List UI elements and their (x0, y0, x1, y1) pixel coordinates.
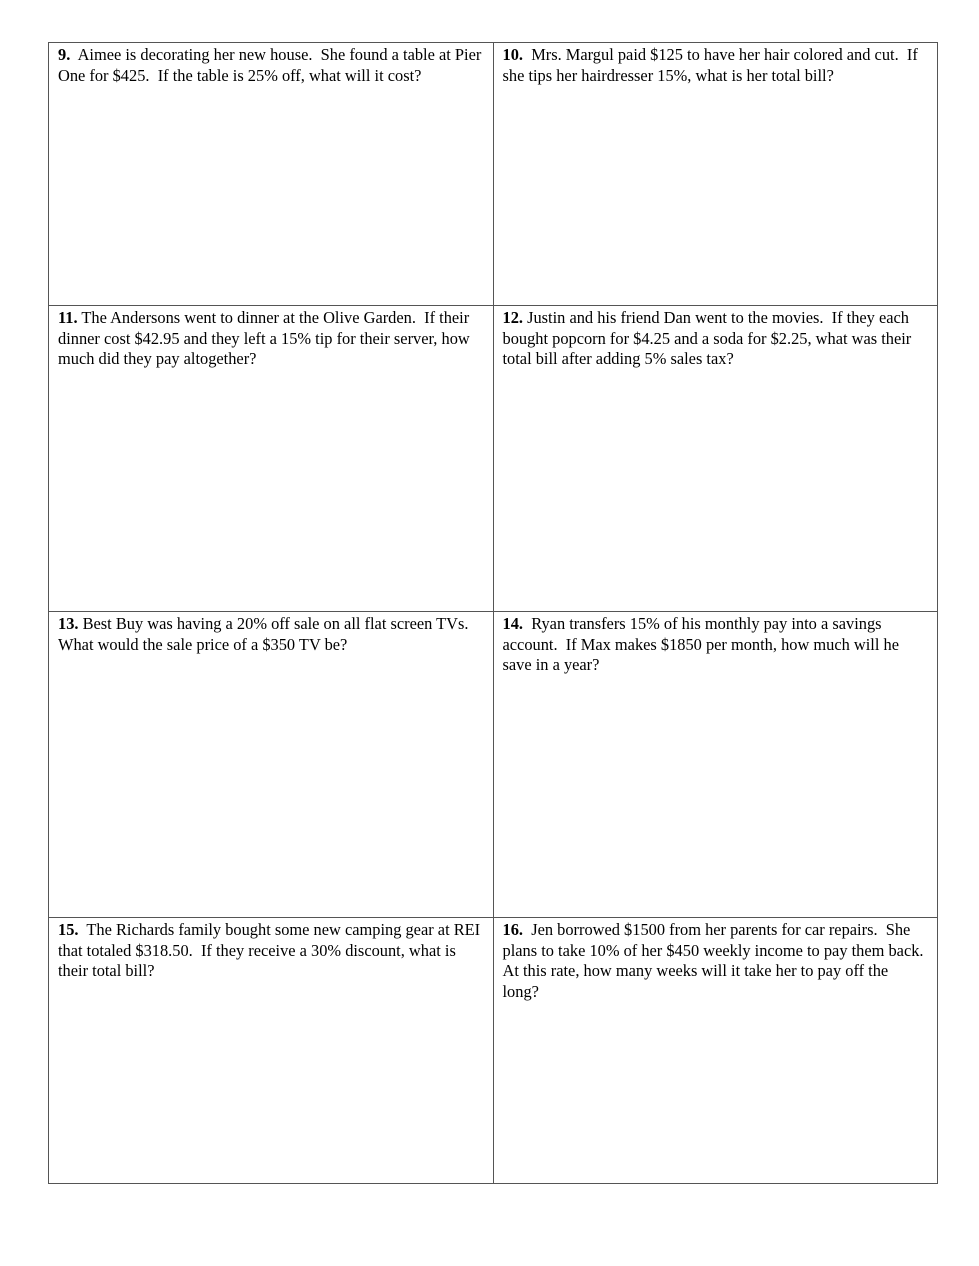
problem-number: 11. (58, 308, 78, 327)
problem-number: 14. (502, 614, 523, 633)
problem-cell-14 (493, 612, 938, 918)
problem-number: 12. (502, 308, 523, 327)
problem-cell-10 (493, 43, 938, 306)
problem-row (49, 306, 938, 612)
problem-text: Justin and his friend Dan went to the movies. If they each bought popcorn for $4.25 and a soda for $2.25, what was their total bill after adding 5% sales tax? (502, 308, 916, 368)
problem-number: 16. (502, 920, 523, 939)
problem-text: Best Buy was having a 20% off sale on all flat screen TVs. What would the sale price of a $350 TV be? (58, 614, 477, 654)
problem-cell-13 (49, 612, 494, 918)
problem-cell-16 (493, 918, 938, 1184)
problem-row (49, 43, 938, 306)
problem-text: The Richards family bought some new camping gear at REI that totaled $318.50. If they receive a 30% discount, what is their total bill? (58, 920, 485, 980)
problem-cell-12 (493, 306, 938, 612)
problem-text: Aimee is decorating her new house. She found a table at Pier One for $425. If the table is 25% off, what will it cost? (58, 45, 486, 85)
problem-cell-11 (49, 306, 494, 612)
problem-row (49, 918, 938, 1184)
problem-grid (48, 42, 938, 1184)
problem-text: The Andersons went to dinner at the Olive Garden. If their dinner cost $42.95 and they left a 15% tip for their server, how much did they pay altogether? (58, 308, 474, 368)
problem-number: 9. (58, 45, 71, 64)
problem-row (49, 612, 938, 918)
problem-text: Mrs. Margul paid $125 to have her hair colored and cut. If she tips her hairdresser 15%, what is her total bill? (502, 45, 922, 85)
problem-number: 15. (58, 920, 79, 939)
problem-number: 10. (502, 45, 523, 64)
problem-text: Jen borrowed $1500 from her parents for car repairs. She plans to take 10% of her $450 weekly income to pay them back. At this rate, how many weeks will it take her to pay off the long? (502, 920, 931, 1001)
problem-cell-9 (49, 43, 494, 306)
problem-cell-15 (49, 918, 494, 1184)
problem-number: 13. (58, 614, 79, 633)
problem-text: Ryan transfers 15% of his monthly pay into a savings account. If Max makes $1850 per month, how much will he save in a year? (502, 614, 904, 674)
